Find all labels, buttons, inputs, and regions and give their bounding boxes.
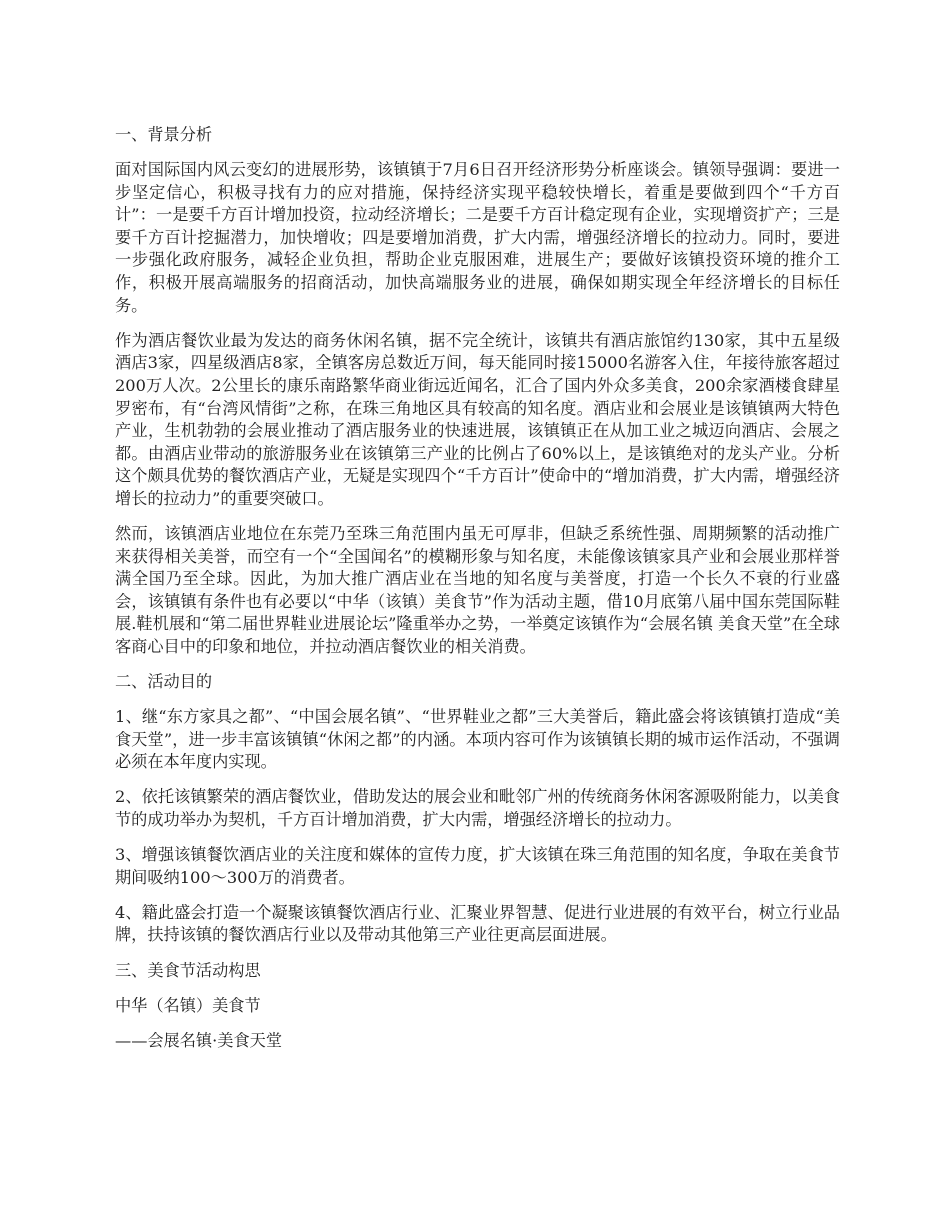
paragraph-purpose-1: 1、继“东方家具之都”、“中国会展名镇”、“世界鞋业之都”三大美誉后，籍此盛会将该镇镇打造成“美食天堂”，进一步丰富该镇镇“休闲之都”的内涵。本项内容可作为该镇镇长期的城市运作活动，不强调必须在本年度内实现。 [115,707,840,772]
paragraph-purpose-4: 4、籍此盛会打造一个凝聚该镇餐饮酒店行业、汇聚业界智慧、促进行业进展的有效平台，树立行业品牌，扶持该镇的餐饮酒店行业以及带动其他第三产业往更高层面进展。 [115,902,840,945]
event-subtitle-line: ——会展名镇·美食天堂 [115,1030,283,1050]
paragraph-background-1: 面对国际国内风云变幻的进展形势，该镇镇于7月6日召开经济形势分析座谈会。镇领导强调：要进一步坚定信心，积极寻找有力的应对措施，保持经济实现平稳较快增长，着重是要做到四个“千方百计”：一是要千方百计增加投资，拉动经济增长；二是要千方百计稳定现有企业，实现增资扩产；三是要千方百计挖掘潜力，加快增收；四是要增加消费，扩大内需，增强经济增长的拉动力。同时，要进一步强化政府服务，减轻企业负担，帮助企业克服困难，进展生产；要做好该镇投资环境的推介工作，积极开展高端服务的招商活动，加快高端服务业的进展，确保如期实现全年经济增长的目标任务。 [115,160,840,315]
paragraph-purpose-2: 2、依托该镇繁荣的酒店餐饮业，借助发达的展会业和毗邻广州的传统商务休闲客源吸附能力，以美食节的成功举办为契机，千方百计增加消费，扩大内需，增强经济增长的拉动力。 [115,787,840,830]
event-title-line: 中华（名镇）美食节 [115,995,261,1015]
document-body [115,124,840,1065]
section-heading-background: 一、背景分析 [115,125,213,144]
section-heading-concept: 三、美食节活动构思 [115,960,261,980]
section-heading-purpose: 二、活动目的 [115,672,213,692]
paragraph-background-2: 作为酒店餐饮业最为发达的商务休闲名镇，据不完全统计，该镇共有酒店旅馆约130家，其中五星级酒店3家，四星级酒店8家，全镇客房总数近万间，每天能同时接15000名游客入住，年接待旅客超过200万人次。2公里长的康乐南路繁华商业街远近闻名，汇合了国内外众多美食，200余家酒楼食肆星罗密布，有“台湾风情街”之称，在珠三角地区具有较高的知名度。酒店业和会展业是该镇镇两大特色产业，生机勃勃的会展业推动了酒店服务业的快速进展，该镇镇正在从加工业之城迈向酒店、会展之都。由酒店业带动的旅游服务业在该镇第三产业的比例占了60%以上，是该镇绝对的龙头产业。分析这个颇具优势的餐饮酒店产业，无疑是实现四个“千方百计”使命中的“增加消费，扩大内需，增强经济增长的拉动力”的重要突破口。 [115,330,840,508]
paragraph-purpose-3: 3、增强该镇餐饮酒店业的关注度和媒体的宣传力度，扩大该镇在珠三角范围的知名度，争取在美食节期间吸纳100～300万的消费者。 [115,845,840,887]
paragraph-background-3: 然而，该镇酒店业地位在东莞乃至珠三角范围内虽无可厚非，但缺乏系统性强、周期频繁的活动推广来获得相关美誉，而空有一个“全国闻名”的模糊形象与知名度，未能像该镇家具产业和会展业那样誉满全国乃至全球。因此，为加大推广酒店业在当地的知名度与美誉度，打造一个长久不衰的行业盛会，该镇镇有条件也有必要以“中华（该镇）美食节”作为活动主题，借10月底第八届中国东莞国际鞋展.鞋机展和“第二届世界鞋业进展论坛”隆重举办之势，一举奠定该镇作为“会展名镇 美食天堂”在全球客商心目中的印象和地位，并拉动酒店餐饮业的相关消费。 [115,524,840,656]
